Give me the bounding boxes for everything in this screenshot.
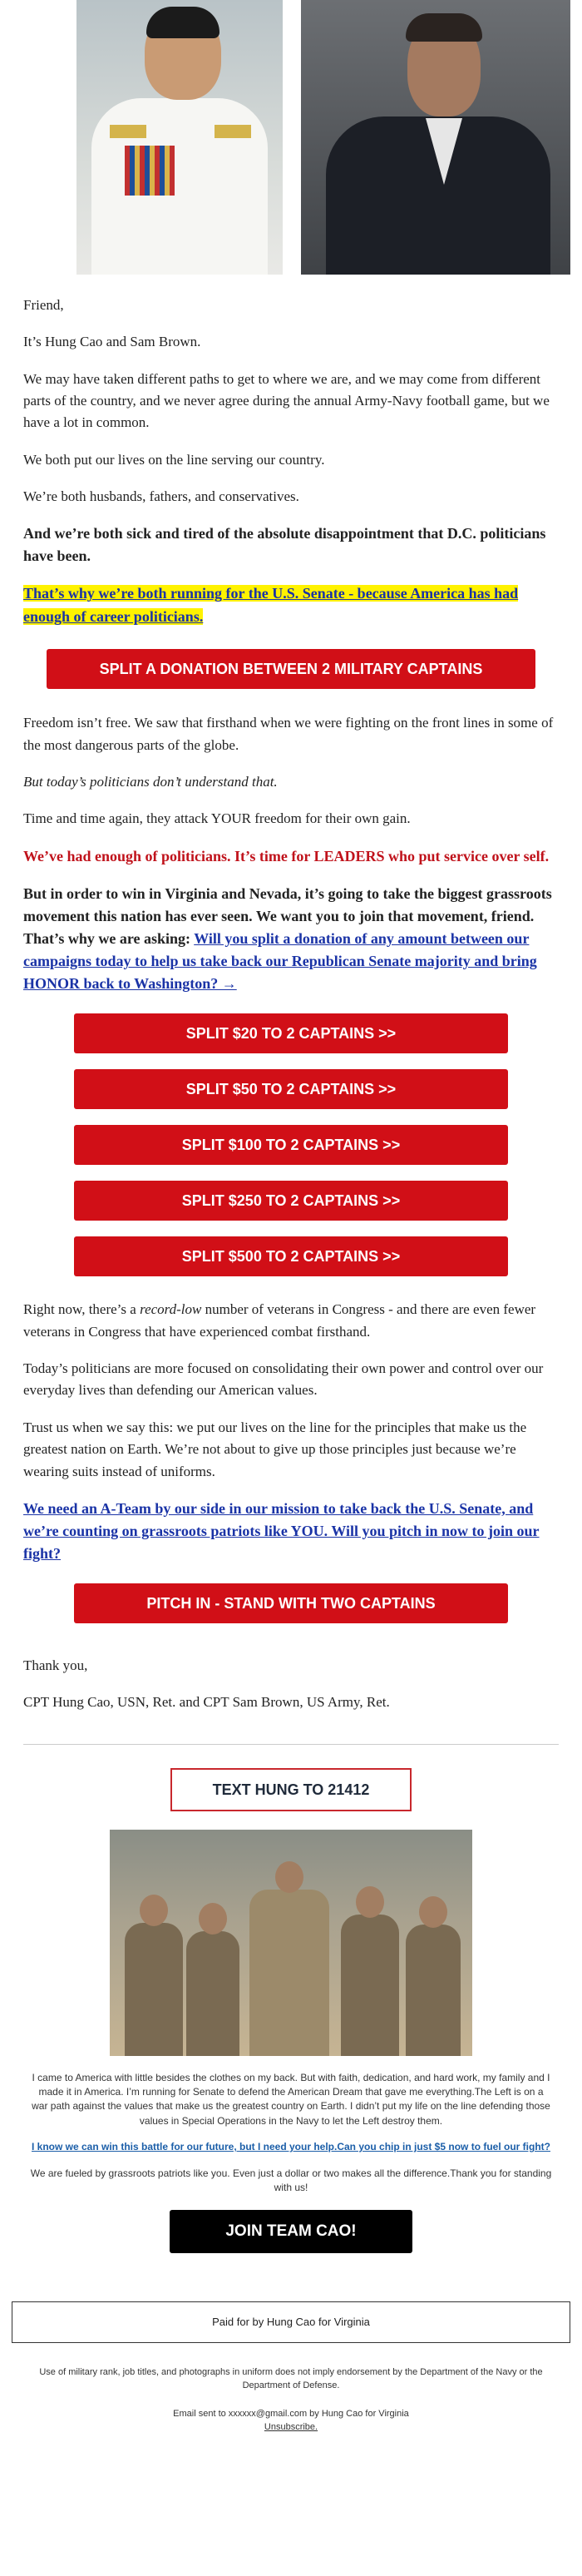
join-team-button[interactable]: JOIN TEAM CAO! xyxy=(170,2210,412,2253)
figure xyxy=(341,1915,399,2056)
split-donation-button[interactable]: SPLIT A DONATION BETWEEN 2 MILITARY CAPTAINS xyxy=(47,649,535,689)
text-run: Right now, there’s a xyxy=(23,1301,141,1318)
paragraph-ask xyxy=(23,883,559,995)
paragraph: Time and time again, they attack YOUR freedom for their own gain. xyxy=(23,810,411,827)
a-team-link[interactable]: We need an A-Team by our side in our mission to take back the U.S. Senate, and we’re counting on grassroots patriots like YOU. Will you pitch in now to join our fight? xyxy=(23,1499,540,1562)
ask-text: But in order to win in Virginia and Nevada, it’s going to take the biggest grassroots movement this nation has ever seen. We want you to join that movement, friend. That’s why we are asking: xyxy=(23,885,552,948)
paid-for-box: Paid for by Hung Cao for Virginia xyxy=(12,2301,570,2343)
letter-body-2 xyxy=(0,712,582,995)
letter-body xyxy=(0,283,582,629)
paragraph: Today’s politicians are more focused on consolidating their own power and control over our everyday lives than defending our American values. xyxy=(23,1360,544,1399)
paragraph: We may have taken different paths to get to where we are, and we may come from different parts of the country, and we never agree during the annual Army-Navy football game, but we have a lot in common. xyxy=(23,370,550,431)
paragraph: We’re both husbands, fathers, and conservatives. xyxy=(23,488,299,505)
disclaimer: Use of military rank, job titles, and photographs in uniform does not imply endorsement by the Department of the Navy or the Department of Defense. xyxy=(39,2367,543,2391)
text-run: number of veterans in Congress - and there are even fewer veterans in Congress that have experienced combat firsthand. xyxy=(23,1301,536,1340)
paragraph-italic: But today’s politicians don’t understand that. xyxy=(23,773,278,790)
split-50-button[interactable]: SPLIT $50 TO 2 CAPTAINS >> xyxy=(74,1069,508,1109)
hung-cao-photo xyxy=(76,0,283,275)
shoulder-board xyxy=(110,125,146,138)
thanks: Thank you, xyxy=(23,1657,88,1673)
sam-brown-photo xyxy=(301,0,570,275)
paragraph: Trust us when we say this: we put our lives on the line for the principles that make us the greatest nation on Earth. We’re not about to give up those principles just because we’re wearing suits instead of uniforms. xyxy=(23,1419,527,1479)
troops-photo xyxy=(110,1830,472,2056)
paragraph-bold: And we’re both sick and tired of the absolute disappointment that D.C. politicians have been. xyxy=(23,525,546,565)
fueled-text: We are fueled by grassroots patriots like you. Even just a dollar or two makes all the difference.Thank you for standing with us! xyxy=(30,2167,552,2193)
signoff xyxy=(0,1655,582,1714)
email-sent: Email sent to xxxxxx@gmail.com by Hung Cao for Virginia xyxy=(173,2409,409,2420)
chip-in-link[interactable]: I know we can win this battle for our future, but I need your help.Can you chip in just $5 now to fuel our fight? xyxy=(31,2141,551,2153)
pitch-in-button[interactable]: PITCH IN - STAND WITH TWO CAPTAINS xyxy=(74,1583,508,1623)
story-text: I came to America with little besides the clothes on my back. But with faith, dedication, and hard work, my family and I made it in America. I’m running for Senate to defend the American Dream that gave me everything.The Left is on a war path against the values that make us the greatest country on Earth. I didn’t put my life on the line defending those values in Special Operations in the Navy to let the Left destroy them. xyxy=(32,2071,550,2127)
highlight-link[interactable]: That’s why we’re both running for the U.S. Senate - because America has had enough of career politicians. xyxy=(23,585,519,626)
text-emphasis: record-low xyxy=(140,1301,202,1318)
split-250-button[interactable]: SPLIT $250 TO 2 CAPTAINS >> xyxy=(74,1181,508,1221)
figure xyxy=(125,1923,183,2056)
paragraph: Freedom isn’t free. We saw that firsthand when we were fighting on the front lines in some of the most dangerous parts of the globe. xyxy=(23,715,554,753)
intro: It’s Hung Cao and Sam Brown. xyxy=(23,334,201,350)
paragraph: We both put our lives on the line serving our country. xyxy=(23,451,325,468)
letter-body-3 xyxy=(0,1292,582,1564)
portrait-hair xyxy=(146,7,219,38)
greeting: Friend, xyxy=(23,297,64,313)
portrait-hair xyxy=(406,13,482,42)
text-hung-button[interactable]: TEXT HUNG TO 21412 xyxy=(170,1768,412,1811)
split-100-button[interactable]: SPLIT $100 TO 2 CAPTAINS >> xyxy=(74,1125,508,1165)
figure xyxy=(186,1931,239,2056)
unsubscribe-link[interactable]: Unsubscribe. xyxy=(264,2422,318,2433)
header-photos xyxy=(0,0,582,283)
paragraph-red: We’ve had enough of politicians. It’s time for LEADERS who put service over self. xyxy=(23,847,550,864)
figure xyxy=(249,1890,329,2056)
amount-buttons xyxy=(0,1013,582,1276)
shoulder-board xyxy=(215,125,251,138)
figure xyxy=(406,1925,461,2056)
ask-link[interactable]: Will you split a donation of any amount between our campaigns today to help us take back our Republican Senate majority and bring HONOR back to Washington? → xyxy=(23,930,537,993)
split-500-button[interactable]: SPLIT $500 TO 2 CAPTAINS >> xyxy=(74,1236,508,1276)
split-20-button[interactable]: SPLIT $20 TO 2 CAPTAINS >> xyxy=(74,1013,508,1053)
medal-ribbons xyxy=(125,146,175,196)
signature: CPT Hung Cao, USN, Ret. and CPT Sam Brown, US Army, Ret. xyxy=(23,1694,390,1711)
divider xyxy=(23,1744,559,1745)
paragraph xyxy=(23,1299,559,1343)
